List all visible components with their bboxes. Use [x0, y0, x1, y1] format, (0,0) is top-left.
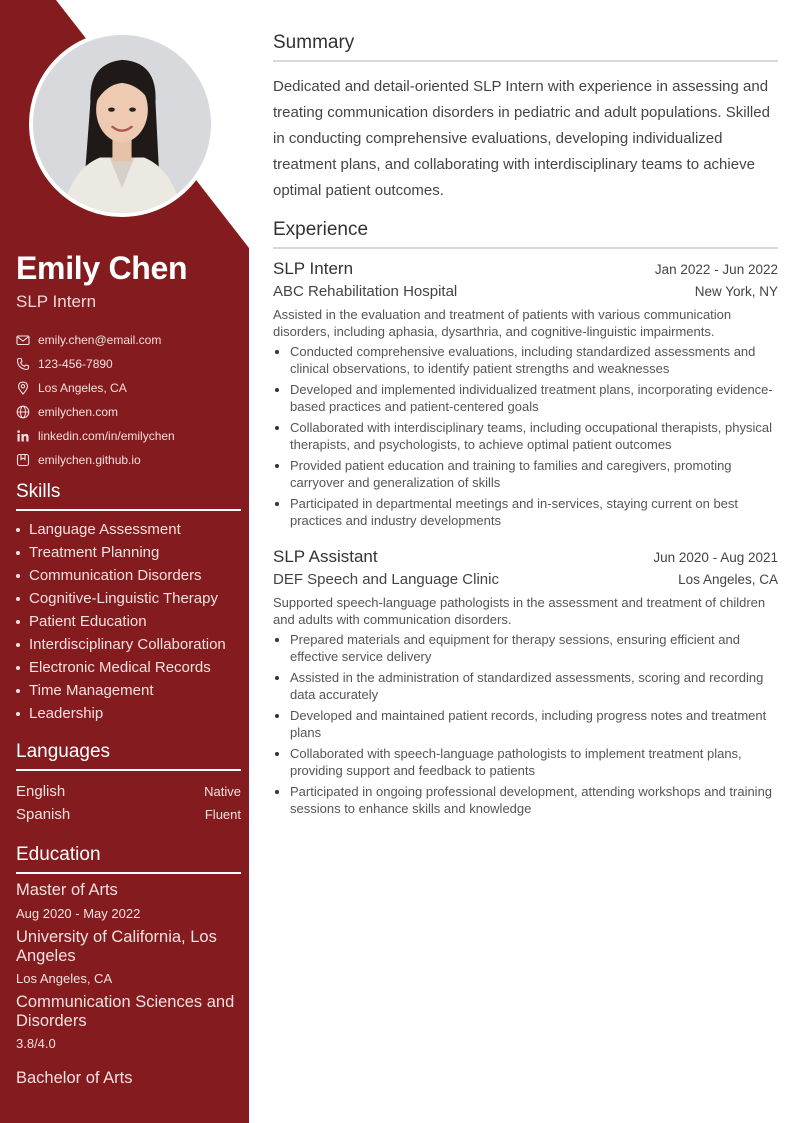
skill-item [16, 587, 226, 610]
bullet-dot [16, 712, 20, 716]
candidate-title: SLP Intern [16, 292, 97, 311]
contact-website[interactable] [16, 400, 175, 424]
language-level: Native [204, 784, 241, 799]
job-bullet-text: Participated in ongoing professional development, attending workshops and training sessions to enhance skills and knowledge [290, 784, 773, 816]
skill-item [16, 541, 226, 564]
job-company: DEF Speech and Language Clinic [273, 571, 499, 588]
skill-text: Treatment Planning [29, 544, 160, 561]
contact-github[interactable] [16, 448, 175, 472]
job-bullet-text: Conducted comprehensive evaluations, including standardized assessments and clinical observations, to identify patient strengths and weaknesses [290, 344, 756, 376]
bullet-dot [16, 689, 20, 693]
education-degree: Master of Arts [16, 881, 118, 899]
bullet-dot [16, 551, 20, 555]
bullet-dot [16, 597, 20, 601]
bullet-dot [275, 426, 279, 430]
job-header [273, 547, 778, 567]
job-description: Supported speech-language pathologists in the assessment and treatment of children and adults with communication disorders. [273, 595, 766, 627]
languages-heading: Languages [16, 741, 241, 771]
skills-list [16, 518, 226, 725]
contact-github-text: emilychen.github.io [38, 453, 141, 467]
summary-heading: Summary [273, 32, 778, 62]
job-bullet [273, 783, 778, 817]
language-row [16, 803, 241, 826]
job-bullets [273, 631, 778, 817]
bullet-dot [16, 666, 20, 670]
job-entry [273, 259, 778, 533]
job-title: SLP Intern [273, 259, 354, 278]
contact-phone-text: 123-456-7890 [38, 357, 113, 371]
job-bullet-text: Collaborated with speech-language pathologists to implement treatment plans, providing support and feedback to patients [290, 746, 742, 778]
skill-text: Patient Education [29, 613, 147, 630]
job-dates: Jan 2022 - Jun 2022 [654, 262, 778, 277]
languages-list [16, 780, 241, 826]
job-bullet [273, 457, 778, 491]
education-location: Los Angeles, CA [16, 971, 113, 986]
education-field: Communication Sciences and Disorders [16, 993, 235, 1030]
bullet-dot [275, 464, 279, 468]
bullet-dot [275, 714, 279, 718]
skill-text: Leadership [29, 705, 104, 722]
job-company: ABC Rehabilitation Hospital [273, 283, 458, 300]
job-title: SLP Assistant [273, 547, 378, 566]
skill-text: Communication Disorders [29, 567, 202, 584]
contact-location-text: Los Angeles, CA [38, 381, 127, 395]
bullet-dot [275, 790, 279, 794]
globe-icon [16, 405, 30, 419]
education-dates: Aug 2020 - May 2022 [16, 906, 141, 921]
bullet-dot [275, 638, 279, 642]
bullet-dot [16, 620, 20, 624]
job-dates: Jun 2020 - Aug 2021 [653, 550, 778, 565]
job-bullet [273, 419, 778, 453]
job-bullet-text: Participated in departmental meetings and in-services, staying current on best practices and industry developments [290, 496, 739, 528]
job-location: New York, NY [694, 284, 778, 299]
job-bullet-text: Collaborated with interdisciplinary teams, including occupational therapists, physical therapists, and psychologists, to achieve optimal patient outcomes [290, 420, 772, 452]
contact-linkedin[interactable] [16, 424, 175, 448]
job-bullet [273, 343, 778, 377]
education-list [16, 881, 241, 1088]
job-bullet-text: Assisted in the administration of standardized assessments, scoring and recording data accurately [290, 670, 764, 702]
skill-item [16, 518, 226, 541]
bullet-dot [275, 502, 279, 506]
education-gpa: 3.8/4.0 [16, 1036, 56, 1051]
bullet-dot [275, 350, 279, 354]
github-icon [16, 453, 30, 467]
contact-list [16, 328, 175, 472]
skill-item [16, 564, 226, 587]
education-heading: Education [16, 844, 241, 874]
job-bullet [273, 669, 778, 703]
skill-item [16, 679, 226, 702]
skill-item [16, 656, 226, 679]
job-bullet [273, 495, 778, 529]
bullet-dot [16, 528, 20, 532]
bullet-dot [275, 388, 279, 392]
language-row [16, 780, 241, 803]
skill-text: Electronic Medical Records [29, 659, 211, 676]
job-bullet-text: Developed and maintained patient records, including progress notes and treatment plans [290, 708, 767, 740]
education-degree: Bachelor of Arts [16, 1069, 133, 1087]
skills-heading: Skills [16, 481, 241, 511]
profile-photo [29, 31, 215, 217]
job-bullet [273, 707, 778, 741]
education-school: University of California, Los Angeles [16, 928, 217, 965]
skill-text: Cognitive-Linguistic Therapy [29, 590, 218, 607]
contact-email-text: emily.chen@email.com [38, 333, 162, 347]
language-name: Spanish [16, 806, 71, 823]
contact-website-text: emilychen.com [38, 405, 119, 419]
skill-text: Language Assessment [29, 521, 181, 538]
bullet-dot [275, 676, 279, 680]
job-bullet [273, 631, 778, 665]
job-subheader [273, 283, 778, 300]
job-subheader [273, 571, 778, 588]
contact-location [16, 376, 175, 400]
phone-icon [16, 357, 30, 371]
mail-icon [16, 333, 30, 347]
bullet-dot [16, 574, 20, 578]
contact-email[interactable] [16, 328, 175, 352]
experience-heading: Experience [273, 219, 778, 249]
skill-item [16, 610, 226, 633]
contact-phone[interactable] [16, 352, 175, 376]
job-bullet [273, 745, 778, 779]
job-bullet-text: Developed and implemented individualized treatment plans, incorporating evidence-based practices and patient-centered goals [290, 382, 773, 414]
skill-item [16, 633, 226, 656]
job-entry [273, 547, 778, 821]
language-name: English [16, 783, 66, 800]
skill-text: Time Management [29, 682, 154, 699]
skill-text: Interdisciplinary Collaboration [29, 636, 226, 653]
language-level: Fluent [204, 807, 241, 822]
skill-item [16, 702, 226, 725]
profile-photo-illustration [33, 35, 211, 213]
location-icon [16, 381, 30, 395]
job-bullet-text: Provided patient education and training to families and caregivers, promoting carryover and generalization of skills [290, 458, 732, 490]
candidate-name: Emily Chen [16, 250, 188, 286]
bullet-dot [16, 643, 20, 647]
job-bullet-text: Prepared materials and equipment for therapy sessions, ensuring efficient and effective service delivery [290, 632, 740, 664]
job-bullets [273, 343, 778, 529]
bullet-dot [275, 752, 279, 756]
summary-text: Dedicated and detail-oriented SLP Intern with experience in assessing and treating communication disorders in pediatric and adult populations. Skilled in conducting comprehensive evaluations, developing individualized treatment plans, and collaborating with interdisciplinary teams to achieve optimal patient outcomes. [273, 78, 770, 199]
job-header [273, 259, 778, 279]
linkedin-icon [16, 429, 30, 443]
job-bullet [273, 381, 778, 415]
contact-linkedin-text: linkedin.com/in/emilychen [38, 429, 175, 443]
job-location: Los Angeles, CA [678, 572, 778, 587]
job-description: Assisted in the evaluation and treatment of patients with various communication disorders, including aphasia, dysarthria, and cognitive-linguistic impairments. [273, 307, 732, 339]
